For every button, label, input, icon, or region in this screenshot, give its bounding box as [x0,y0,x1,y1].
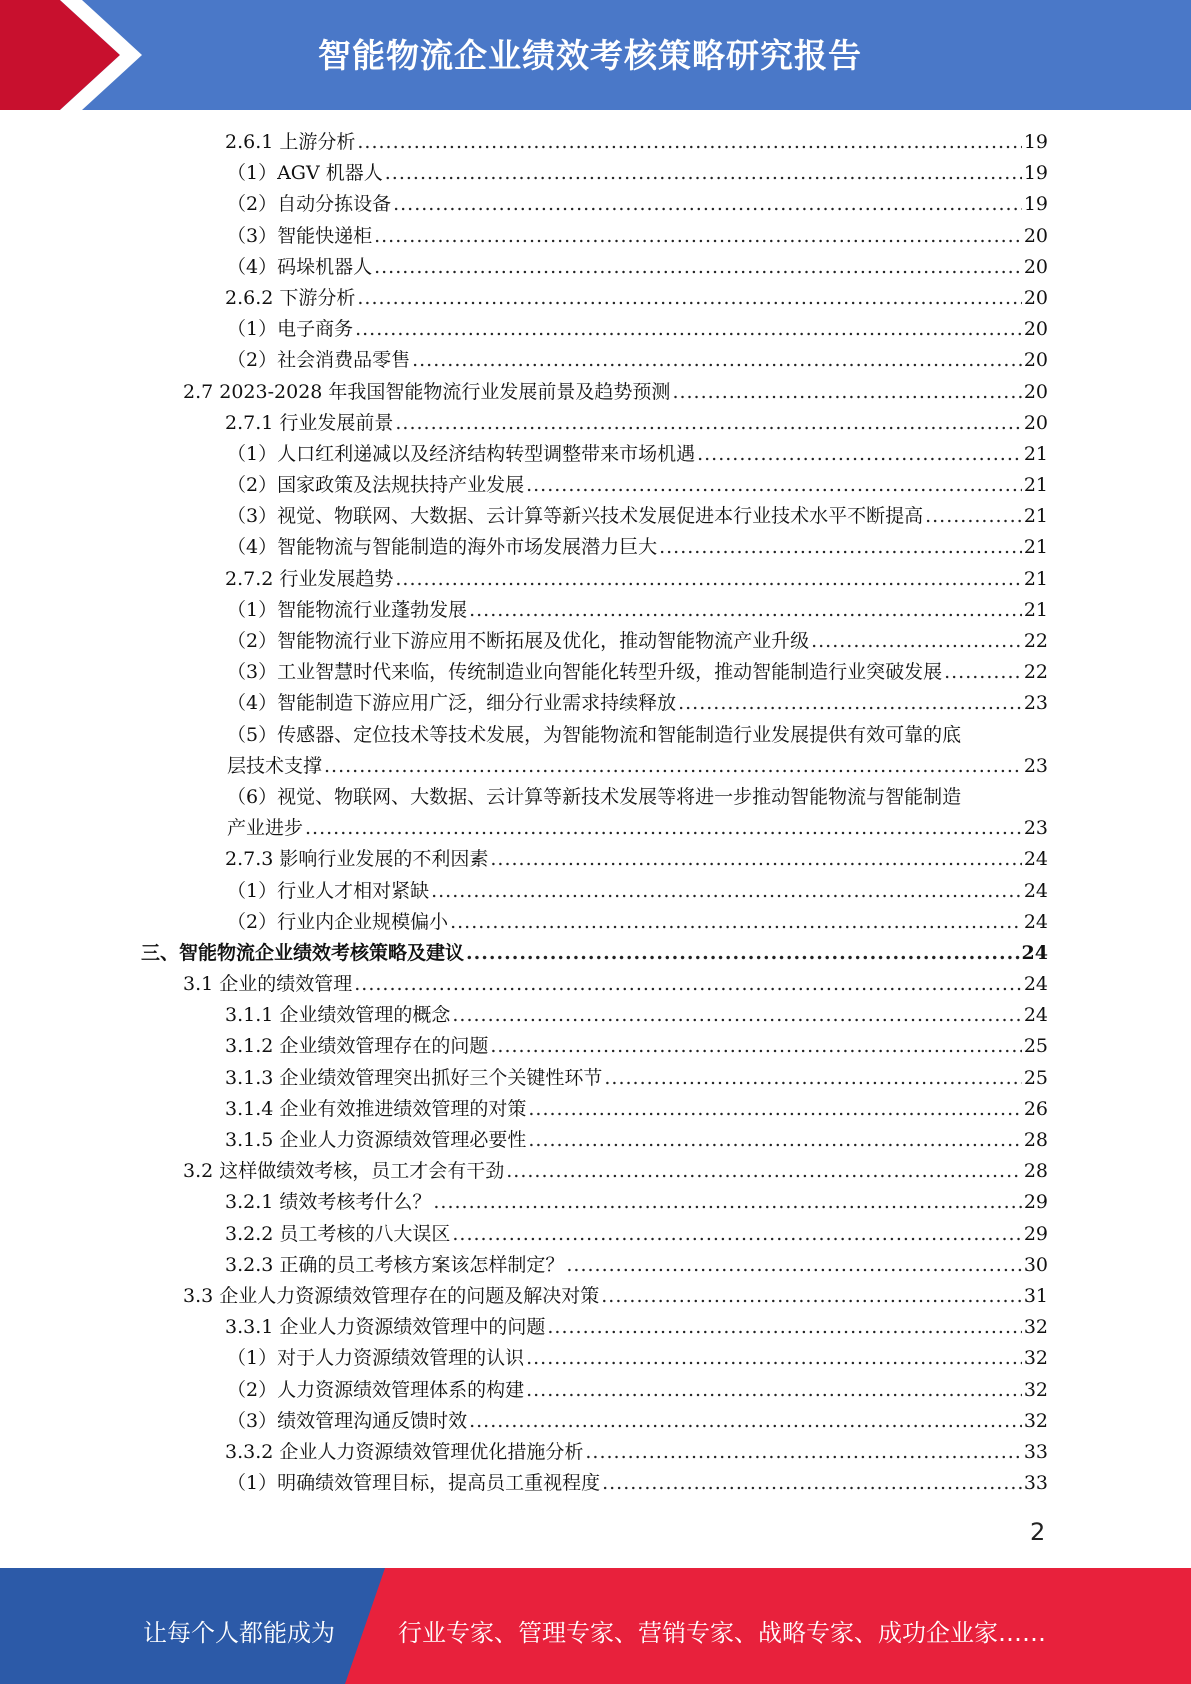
toc-entry[interactable] [227,314,1048,345]
toc-entry[interactable] [227,345,1048,376]
toc-entry-page: 19 [1023,162,1048,185]
toc-leader-dots [469,1406,1022,1437]
toc-entry-title: （3）绩效管理沟通反馈时效 [227,1409,468,1432]
toc-entry-line [227,751,1048,782]
toc-entry-page: 20 [1023,380,1048,403]
toc-entry-title: 层技术支撑 [227,754,323,777]
toc-entry[interactable] [225,1000,1048,1031]
toc-entry[interactable] [225,127,1048,158]
toc-entry-page: 29 [1023,1222,1048,1245]
toc-entry-title: 产业进步 [227,817,304,840]
toc-leader-dots [466,938,1020,969]
toc-entry-page: 23 [1023,692,1048,715]
toc-entry[interactable] [225,844,1048,875]
toc-entry-page: 24 [1023,973,1048,996]
toc-entry[interactable] [227,532,1048,563]
toc-entry-title: 3.1.4 企业有效推进绩效管理的对策 [225,1097,527,1120]
toc-entry-page: 21 [1023,442,1048,465]
toc-leader-dots [672,377,1021,408]
toc-leader-dots [374,221,1022,252]
toc-leader-dots [604,1063,1021,1094]
toc-entry-page: 25 [1023,1035,1048,1058]
toc-entry-title: （3）智能快递柜 [227,224,373,247]
toc-entry[interactable] [227,720,1048,782]
toc-entry-page: 20 [1023,255,1048,278]
toc-entry[interactable] [227,501,1048,532]
toc-entry-title: 3.3 企业人力资源绩效管理存在的问题及解决对策 [183,1284,600,1307]
toc-leader-dots [528,1125,1021,1156]
toc-leader-dots [395,408,1021,439]
toc-entry[interactable] [227,221,1048,252]
toc-entry-title: （1）明确绩效管理目标，提高员工重视程度 [227,1472,601,1495]
toc-leader-dots [305,813,1022,844]
toc-entry-title: 2.7.3 影响行业发展的不利因素 [225,848,489,871]
toc-entry[interactable] [227,158,1048,189]
toc-entry-line [227,813,1048,844]
toc-leader-dots [585,1437,1021,1468]
toc-entry-page: 31 [1023,1284,1048,1307]
toc-entry[interactable] [141,938,1048,969]
toc-entry[interactable] [183,1156,1048,1187]
toc-entry-page: 24 [1023,1004,1048,1027]
toc-entry[interactable] [225,1219,1048,1250]
toc-entry-title: 3.3.2 企业人力资源绩效管理优化措施分析 [225,1440,584,1463]
toc-entry-line [227,720,1048,751]
toc-leader-dots [433,1187,1021,1218]
toc-entry[interactable] [225,1125,1048,1156]
toc-entry-title: （1）电子商务 [227,318,354,341]
toc-leader-dots [469,595,1022,626]
toc-leader-dots [324,751,1022,782]
toc-entry[interactable] [227,1468,1048,1499]
toc-leader-dots [678,688,1022,719]
toc-entry[interactable] [225,564,1048,595]
toc-leader-dots [526,1343,1022,1374]
toc-leader-dots [925,501,1022,532]
page-header [0,0,1191,110]
toc-entry-page: 20 [1023,318,1048,341]
toc-entry-page: 21 [1023,536,1048,559]
toc-entry[interactable] [225,1187,1048,1218]
toc-entry[interactable] [183,377,1048,408]
toc-leader-dots [811,626,1022,657]
toc-entry-title: （4）智能制造下游应用广泛，细分行业需求持续释放 [227,692,677,715]
chevron-logo-icon [0,0,160,110]
toc-entry-page: 32 [1023,1378,1048,1401]
toc-entry-page: 28 [1023,1160,1048,1183]
toc-entry[interactable] [225,1312,1048,1343]
toc-entry-title: 2.7.1 行业发展前景 [225,411,394,434]
toc-entry-title: （2）行业内企业规模偏小 [227,910,449,933]
toc-leader-dots [452,1000,1021,1031]
page-footer [0,1568,1191,1684]
toc-entry[interactable] [183,969,1048,1000]
toc-leader-dots [385,158,1022,189]
toc-leader-dots [528,1094,1021,1125]
toc-entry-page: 26 [1023,1097,1048,1120]
toc-entry-title: 3.1.1 企业绩效管理的概念 [225,1004,451,1027]
toc-leader-dots [395,564,1021,595]
toc-entry-page: 24 [1023,848,1048,871]
toc-entry[interactable] [183,1281,1048,1312]
toc-entry-page: 28 [1023,1129,1048,1152]
toc-leader-dots [393,189,1022,220]
toc-leader-dots [944,657,1022,688]
toc-entry[interactable] [227,782,1048,844]
toc-entry-page: 25 [1023,1066,1048,1089]
toc-entry-title: （2）人力资源绩效管理体系的构建 [227,1378,525,1401]
footer-slogan-right: 行业专家、管理专家、营销专家、战略专家、成功企业家…… [398,1619,1046,1647]
toc-entry-title: （1）AGV 机器人 [227,162,383,185]
toc-entry-title: （1）对于人力资源绩效管理的认识 [227,1347,525,1370]
toc-entry[interactable] [225,1063,1048,1094]
toc-entry-page: 32 [1023,1316,1048,1339]
toc-entry-title: 3.1 企业的绩效管理 [183,973,353,996]
toc-entry-title: 3.1.3 企业绩效管理突出抓好三个关键性环节 [225,1066,603,1089]
toc-leader-dots [452,1219,1021,1250]
toc-entry-title: （2）社会消费品零售 [227,349,411,372]
toc-entry-title: （3）工业智慧时代来临，传统制造业向智能化转型升级，推动智能制造行业突破发展 [227,661,943,684]
toc-entry-page: 24 [1023,879,1048,902]
toc-leader-dots [506,1156,1022,1187]
toc-entry-page: 32 [1023,1409,1048,1432]
toc-entry-title: （4）智能物流与智能制造的海外市场发展潜力巨大 [227,536,658,559]
toc-entry[interactable] [227,688,1048,719]
toc-entry-title: 3.1.5 企业人力资源绩效管理必要性 [225,1129,527,1152]
toc-leader-dots [526,470,1022,501]
toc-leader-dots [354,969,1022,1000]
toc-leader-dots [601,1281,1022,1312]
toc-leader-dots [659,532,1022,563]
toc-entry-title: 2.7.2 行业发展趋势 [225,567,394,590]
toc-entry[interactable] [227,1343,1048,1374]
toc-entry-title: （5）传感器、定位技术等技术发展，为智能物流和智能制造行业发展提供有效可靠的底 [227,723,962,746]
table-of-contents [0,127,1191,1499]
toc-leader-dots [431,876,1022,907]
toc-entry[interactable] [227,439,1048,470]
toc-entry-page: 21 [1023,505,1048,528]
toc-entry-title: 2.7 2023-2028 年我国智能物流行业发展前景及趋势预测 [183,380,671,403]
toc-entry[interactable] [227,907,1048,938]
toc-entry-title: （3）视觉、物联网、大数据、云计算等新兴技术发展促进本行业技术水平不断提高 [227,505,924,528]
toc-entry[interactable] [227,1375,1048,1406]
toc-entry-title: （2）国家政策及法规扶持产业发展 [227,474,525,497]
toc-entry[interactable] [225,1031,1048,1062]
toc-entry-page: 30 [1023,1253,1048,1276]
toc-entry-page: 22 [1023,630,1048,652]
toc-entry-title: （4）码垛机器人 [227,255,373,278]
toc-entry-page: 20 [1023,224,1048,247]
toc-entry[interactable] [227,657,1048,688]
toc-entry-title: （2）智能物流行业下游应用不断拓展及优化，推动智能物流产业升级 [227,630,810,652]
toc-entry-page: 19 [1023,131,1048,153]
toc-entry[interactable] [225,1094,1048,1125]
toc-leader-dots [526,1375,1022,1406]
toc-entry-title: 2.6.1 上游分析 [225,131,356,153]
toc-leader-dots [602,1468,1022,1499]
toc-entry-title: （1）智能物流行业蓬勃发展 [227,598,468,621]
toc-entry-page: 24 [1021,941,1048,964]
toc-entry-page: 21 [1023,474,1048,497]
toc-entry[interactable] [227,876,1048,907]
toc-entry-title: 三、智能物流企业绩效考核策略及建议 [141,941,465,964]
toc-entry[interactable] [227,470,1048,501]
toc-entry[interactable] [225,1250,1048,1281]
toc-entry-page: 24 [1023,910,1048,933]
toc-leader-dots [697,439,1022,470]
toc-entry-title: 2.6.2 下游分析 [225,286,356,309]
toc-entry[interactable] [227,626,1048,657]
toc-entry-title: 3.2.3 正确的员工考核方案该怎样制定？ [225,1253,565,1276]
toc-leader-dots [357,127,1021,158]
page-number: 2 [1030,1518,1046,1546]
toc-leader-dots [412,345,1022,376]
toc-entry[interactable] [227,189,1048,220]
toc-entry-page: 33 [1023,1472,1048,1495]
toc-leader-dots [490,844,1021,875]
toc-leader-dots [566,1250,1021,1281]
toc-entry[interactable] [227,252,1048,283]
toc-entry-title: 3.2.1 绩效考核考什么？ [225,1191,432,1214]
toc-entry-page: 20 [1023,349,1048,372]
toc-entry-title: 3.2.2 员工考核的八大误区 [225,1222,451,1245]
toc-entry-page: 21 [1023,598,1048,621]
toc-entry[interactable] [225,408,1048,439]
toc-entry-line [227,782,1048,813]
toc-entry-page: 19 [1023,193,1048,216]
toc-leader-dots [490,1031,1021,1062]
toc-entry-page: 33 [1023,1440,1048,1463]
toc-entry-title: 3.3.1 企业人力资源绩效管理中的问题 [225,1316,546,1339]
footer-slogan-left: 让每个人都能成为 [143,1619,335,1647]
toc-entry[interactable] [227,1406,1048,1437]
toc-entry-page: 29 [1023,1191,1048,1214]
toc-leader-dots [374,252,1022,283]
toc-leader-dots [450,907,1022,938]
toc-entry-page: 21 [1023,567,1048,590]
toc-entry-page: 23 [1023,754,1048,777]
toc-entry-title: （1）行业人才相对紧缺 [227,879,430,902]
toc-entry-title: （6）视觉、物联网、大数据、云计算等新技术发展等将进一步推动智能物流与智能制造 [227,785,962,808]
toc-entry-title: （1）人口红利递减以及经济结构转型调整带来市场机遇 [227,442,696,465]
toc-entry-page: 20 [1023,411,1048,434]
toc-leader-dots [547,1312,1021,1343]
toc-entry-page: 23 [1023,817,1048,840]
toc-leader-dots [357,283,1021,314]
toc-entry-page: 32 [1023,1347,1048,1370]
report-title: 智能物流企业绩效考核策略研究报告 [318,36,862,75]
toc-entry[interactable] [225,283,1048,314]
toc-entry[interactable] [225,1437,1048,1468]
toc-entry-title: 3.2 这样做绩效考核，员工才会有干劲 [183,1160,505,1183]
toc-entry-title: 3.1.2 企业绩效管理存在的问题 [225,1035,489,1058]
toc-entry[interactable] [227,595,1048,626]
toc-leader-dots [355,314,1022,345]
toc-entry-page: 20 [1023,286,1048,309]
toc-entry-page: 22 [1023,661,1048,684]
toc-entry-title: （2）自动分拣设备 [227,193,392,216]
